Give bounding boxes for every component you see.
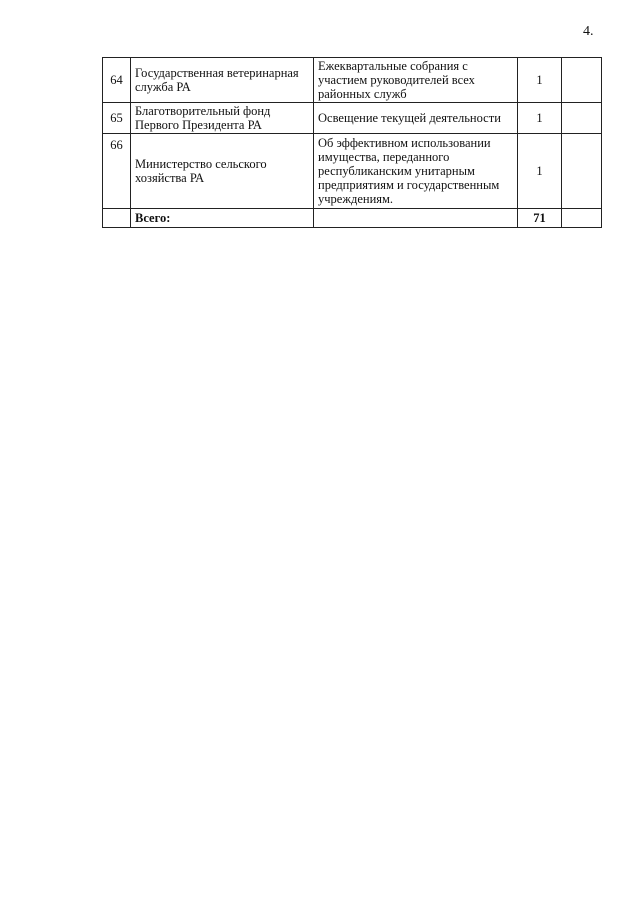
count-cell: 1: [518, 103, 562, 134]
organization-cell: Государственная ветеринарная служба РА: [131, 58, 314, 103]
table-row: [103, 134, 602, 209]
activity-cell: Об эффективном использовании имущества, переданного республиканским унитарным предприятиям и государственным учреждениям.: [314, 134, 518, 209]
table-row: [103, 103, 602, 134]
row-number: 64: [103, 58, 131, 103]
total-number-cell: [103, 209, 131, 228]
extra-cell: [562, 103, 602, 134]
extra-cell: [562, 134, 602, 209]
total-row: [103, 209, 602, 228]
total-label: Всего:: [131, 209, 314, 228]
extra-cell: [562, 58, 602, 103]
organization-cell: Министерство сельского хозяйства РА: [131, 134, 314, 209]
total-count: 71: [518, 209, 562, 228]
total-extra-cell: [562, 209, 602, 228]
activity-cell: Ежеквартальные собрания с участием руководителей всех районных служб: [314, 58, 518, 103]
total-activity-cell: [314, 209, 518, 228]
row-number: 65: [103, 103, 131, 134]
count-cell: 1: [518, 134, 562, 209]
row-number: 66: [103, 134, 131, 209]
report-table: [102, 57, 602, 228]
table-row: [103, 58, 602, 103]
page-number: 4.: [583, 24, 594, 39]
activity-cell: Освещение текущей деятельности: [314, 103, 518, 134]
count-cell: 1: [518, 58, 562, 103]
organization-cell: Благотворительный фонд Первого Президента РА: [131, 103, 314, 134]
